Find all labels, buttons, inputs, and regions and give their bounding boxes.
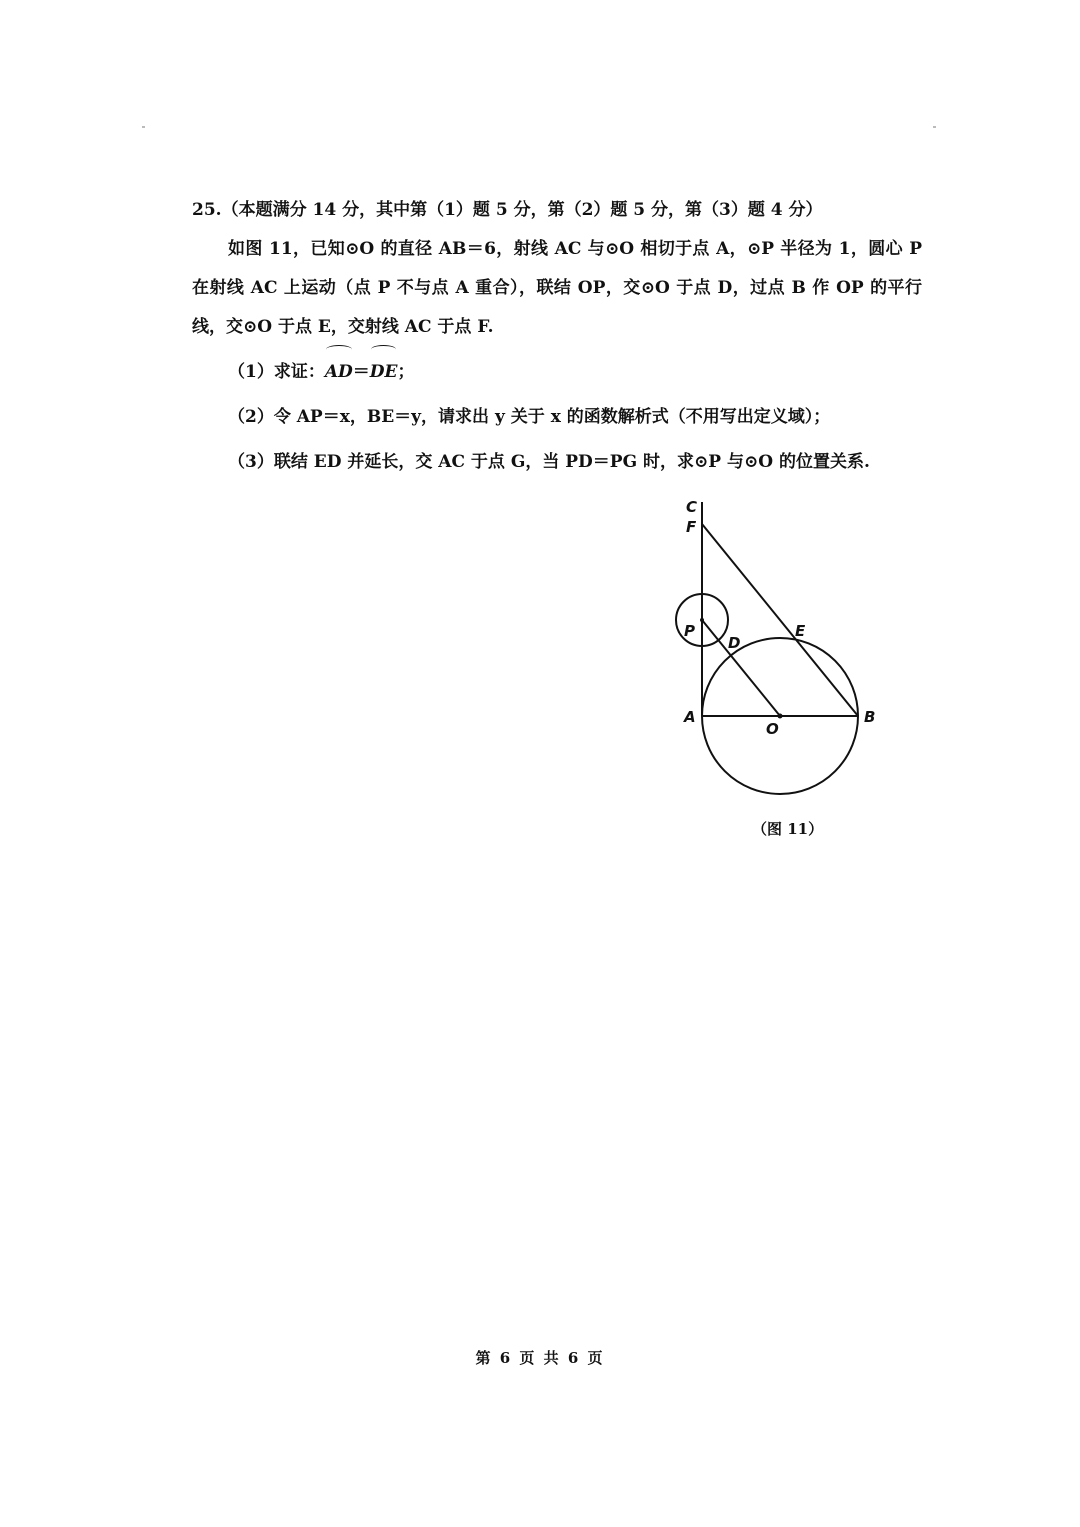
label-f: F [686, 518, 697, 536]
label-e: E [795, 622, 806, 640]
label-b: B [864, 708, 876, 726]
figure-caption: （图 11） [752, 820, 824, 838]
part1-prefix: （1）求证： [228, 362, 325, 382]
figure-11 [660, 490, 900, 810]
segment-op [702, 620, 780, 716]
question-body: 如图 11，已知⊙O 的直径 AB＝6，射线 AC 与⊙O 相切于点 A，⊙P 半径为 1，圆心 P 在射线 AC 上运动（点 P 不与点 A 重合），联结 OP，交⊙O 于点 D，过点 B 作 OP 的平行线，交⊙O 于点 E，交射线 AC 于点 F. [192, 239, 922, 337]
arc-ad: AD [325, 347, 353, 395]
point-p [700, 618, 704, 622]
line-bf [702, 524, 858, 716]
question-part-3: （3）联结 ED 并延长，交 AC 于点 G，当 PD＝PG 时，求⊙P 与⊙O 的位置关系. [228, 452, 870, 472]
geometry-diagram [660, 490, 900, 810]
label-p: P [684, 622, 695, 640]
label-d: D [728, 634, 741, 652]
part1-equals: ＝ [352, 362, 370, 382]
part1-suffix: ； [397, 362, 415, 382]
question-header: 25.（本题满分 14 分，其中第（1）题 5 分，第（2）题 5 分，第（3）题 4 分） [192, 200, 823, 220]
scan-mark-right [933, 126, 936, 128]
question-part-1 [192, 347, 922, 395]
point-o [778, 714, 783, 719]
question-part-2: （2）令 AP＝x，BE＝y，请求出 y 关于 x 的函数解析式（不用写出定义域）； [228, 407, 831, 427]
label-c: C [686, 498, 698, 516]
page-footer: 第 6 页 共 6 页 [475, 1349, 605, 1367]
label-o: O [766, 720, 779, 738]
question-25 [192, 190, 922, 485]
label-a: A [684, 708, 696, 726]
arc-de: DE [370, 347, 398, 395]
scan-mark-left [142, 126, 145, 128]
